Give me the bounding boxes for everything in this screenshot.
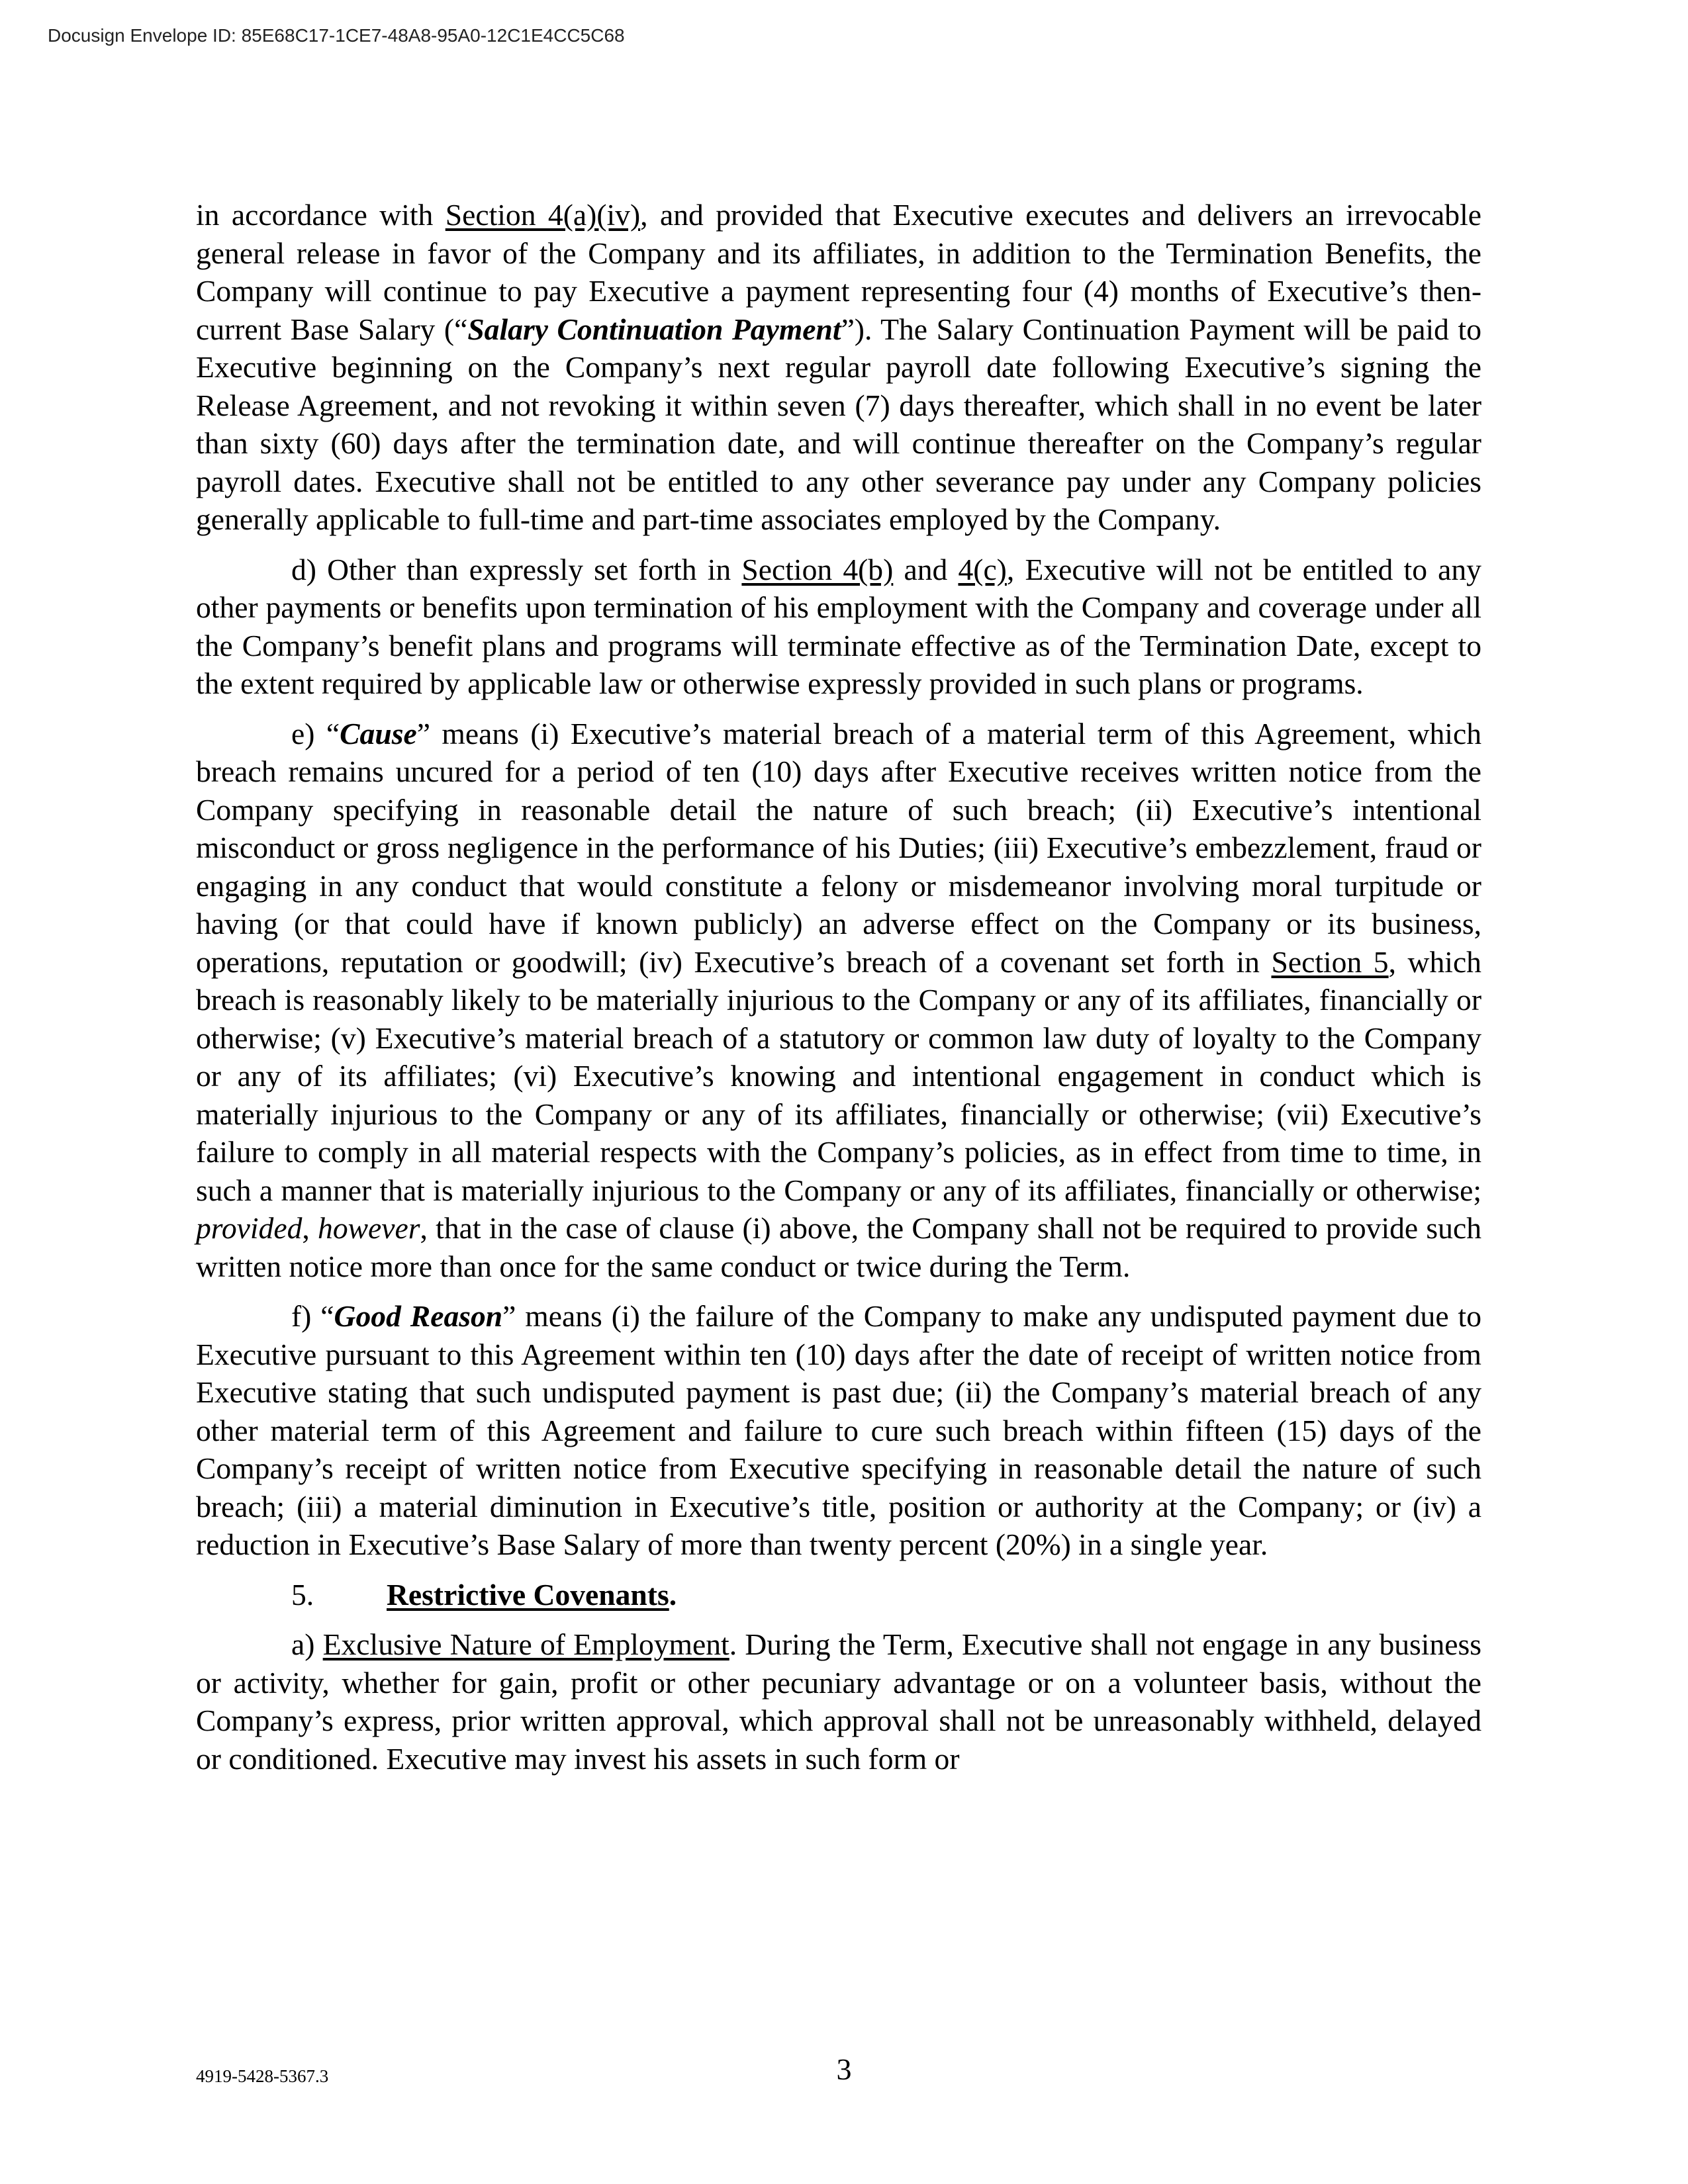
text-run: and [893, 552, 959, 586]
section-5-heading [196, 1576, 1481, 1614]
text-run: ” means (i) Executive’s material breach of a material term of this Agreement, which breach remains uncured for a period of ten (10) days after Executive receives written notice from the Company specifying in reasonable detail the nature of such breach; (ii) Executive’s intentional misconduct or gross negligence in the performance of his Duties; (iii) Executive’s embezzlement, fraud or engaging in any conduct that would constitute a felony or misdemeanor involving moral turpitude or having (or that could have if known publicly) an adverse effect on the Company or its business, operations, reputation or goodwill; (iv) Executive’s breach of a covenant set forth in [196, 716, 1481, 979]
italic-term: provided [196, 1211, 303, 1245]
paragraph-5a [196, 1625, 1481, 1778]
section-title-period: . [669, 1577, 677, 1612]
text-run: e) “ [291, 716, 340, 751]
text-run: , that in the case of clause (i) above, the Company shall not be required to provide such written notice more than once for the same conduct or twice during the Term. [196, 1211, 1481, 1283]
page-number: 3 [836, 2052, 852, 2086]
text-run: ”). The Salary Continuation Payment will be paid to Executive beginning on the Company’s next regular payroll date following Executive’s signing the Release Agreement, and not revoking it within seven (7) days thereafter, which shall in no event be later than sixty (60) days after the termination date, and will continue thereafter on the Company’s regular payroll dates. Executive shall not be entitled to any other severance pay under any Company policies generally applicable to full-time and part-time associates employed by the Company. [196, 312, 1482, 536]
paragraph-d [196, 551, 1481, 703]
section-title: Restrictive Covenants [387, 1577, 669, 1612]
defined-term: Good Reason [334, 1299, 503, 1333]
section-number: 5. [291, 1577, 314, 1612]
paragraph-e-cause [196, 715, 1481, 1286]
paragraph-f-good-reason [196, 1297, 1481, 1564]
text-run: . During the Term, Executive shall not engage in any business or activity, whether for gain, profit or other pecuniary advantage or on a volunteer basis, without the Company’s express, prior written approval, which approval shall not be unreasonably withheld, delayed or conditioned. Executive may invest his assets in such form or [196, 1627, 1481, 1776]
text-run: d) Other than expressly set forth in [291, 552, 742, 586]
italic-term: however [318, 1211, 420, 1245]
text-run: , which breach is reasonably likely to be materially injurious to the Company or any of its affiliates, financially or otherwise; (v) Executive’s material breach of a statutory or common law duty of loyalty to the Company or any of its affiliates; (vi) Executive’s knowing and intentional engagement in conduct which is materially injurious to the Company or any of its affiliates, financially or otherwise; (vii) Executive’s failure to comply in all material respects with the Company’s policies, as in effect from time to time, in such a manner that is materially injurious to the Company or any of its affiliates, financially or otherwise; [196, 944, 1481, 1207]
text-run: , Executive will not be entitled to any other payments or benefits upon termination of his employment with the Company and coverage under all the Company’s benefit plans and programs will terminate effective as of the Termination Date, except to the extent required by applicable law or otherwise expressly provided in such plans or programs. [196, 552, 1481, 700]
section-reference: Section 4(a)(iv) [445, 198, 641, 232]
envelope-id: Docusign Envelope ID: 85E68C17-1CE7-48A8-95A0-12C1E4CC5C68 [48, 25, 625, 46]
text-run: f) “ [291, 1299, 334, 1333]
section-reference: Section 4(b) [741, 552, 894, 586]
section-reference: Section 5 [1271, 944, 1389, 979]
footer-document-id: 4919-5428-5367.3 [196, 2066, 329, 2086]
text-run: , and provided that Executive executes and delivers an irrevocable general release in favor of the Company and its affiliates, in addition to the Termination Benefits, the Company will continue to pay Executive a payment representing four (4) months of Executive’s then-current Base Salary (“ [196, 198, 1481, 346]
section-reference: 4(c) [958, 552, 1007, 586]
text-run: in accordance with [196, 198, 445, 232]
document-body [196, 196, 1481, 1790]
subsection-title: Exclusive Nature of Employment [322, 1627, 729, 1661]
paragraph-salary-continuation [196, 196, 1481, 539]
text-run: , [302, 1211, 318, 1245]
defined-term: Salary Continuation Payment [467, 312, 841, 346]
defined-term: Cause [340, 716, 417, 751]
text-run: a) [291, 1627, 323, 1661]
text-run: ” means (i) the failure of the Company to make any undisputed payment due to Executive pursuant to this Agreement within ten (10) days after the date of receipt of written notice from Executive stating that such undisputed payment is past due; (ii) the Company’s material breach of any other material term of this Agreement and failure to cure such breach within fifteen (15) days of the Company’s receipt of written notice from Executive specifying in reasonable detail the nature of such breach; (iii) a material diminution in Executive’s title, position or authority at the Company; or (iv) a reduction in Executive’s Base Salary of more than twenty percent (20%) in a single year. [196, 1299, 1481, 1561]
